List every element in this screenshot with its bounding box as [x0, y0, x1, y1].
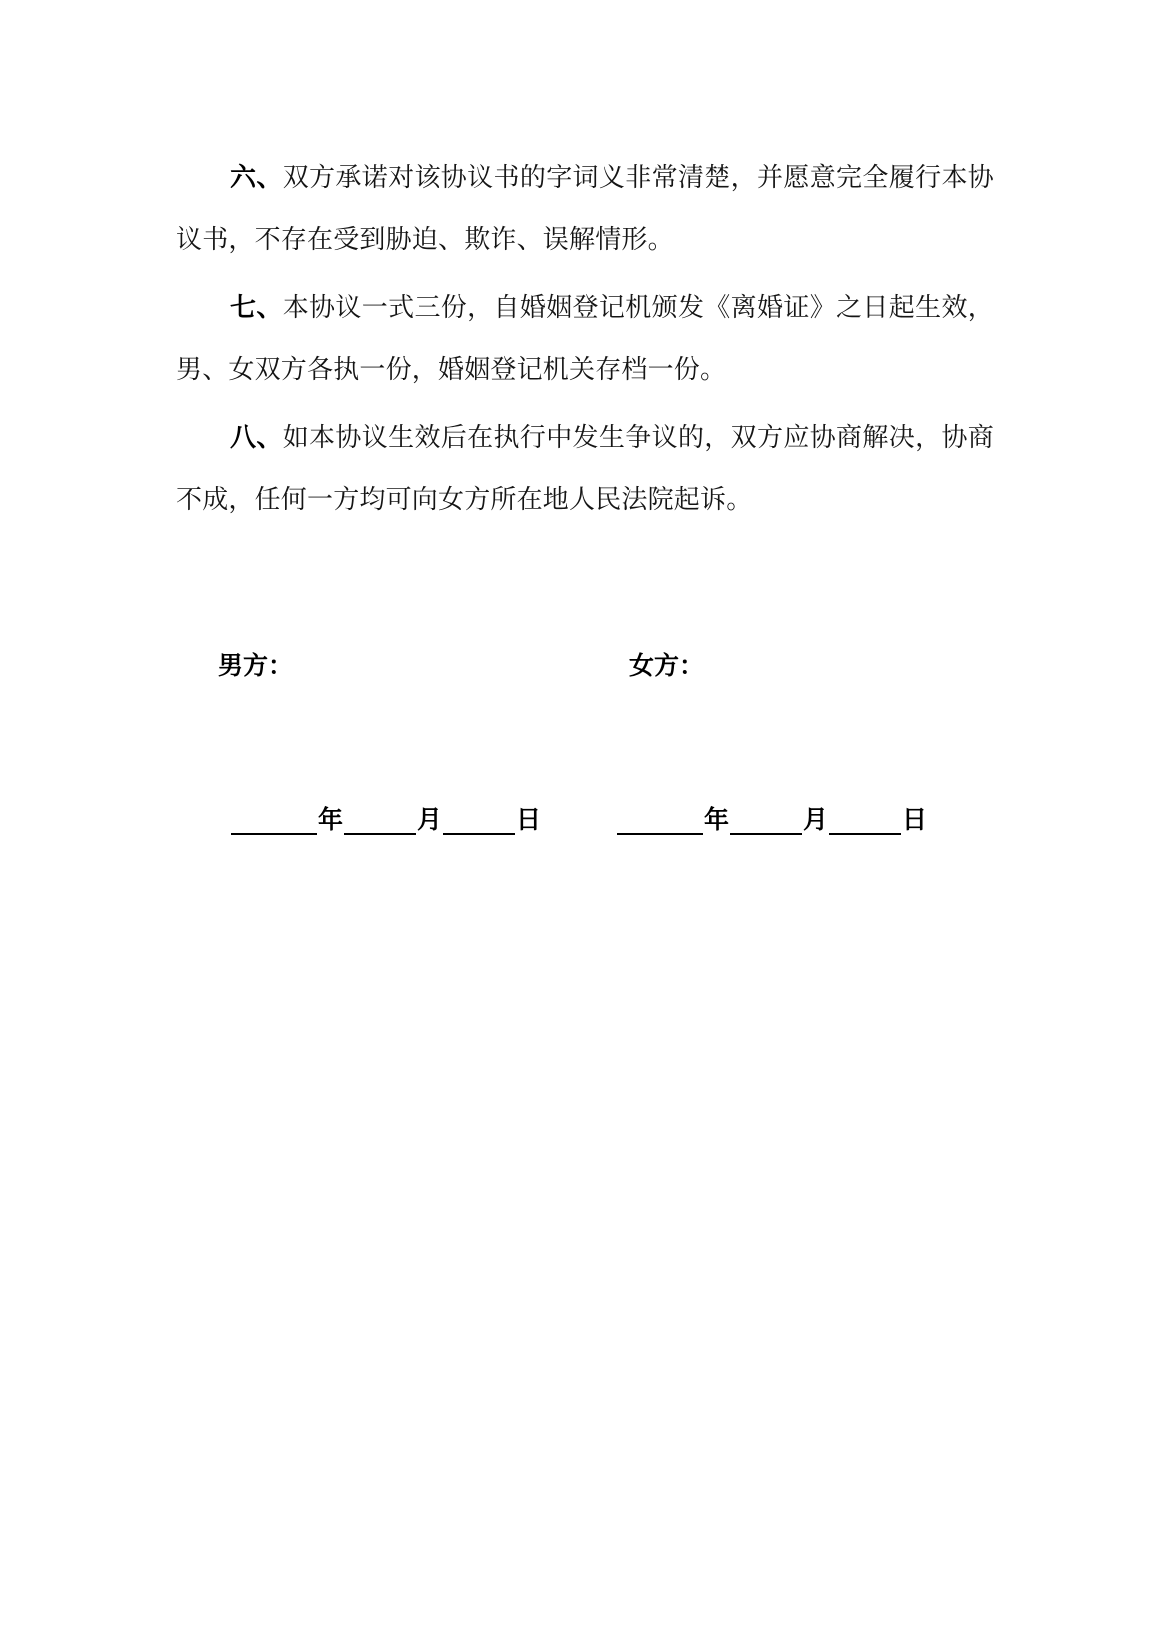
year-blank[interactable]	[231, 805, 317, 835]
year-blank[interactable]	[617, 805, 703, 835]
clause-number: 七、	[230, 293, 283, 323]
clause-text: 如本协议生效后在执行中发生争议的，双方应协商解决，协商不成，任何一方均可向女方所在地人民法院起诉。	[176, 423, 994, 515]
month-unit: 月	[417, 805, 443, 834]
day-blank[interactable]	[443, 805, 515, 835]
male-date-field	[231, 798, 542, 838]
clause-6	[176, 147, 994, 271]
clause-number: 八、	[230, 423, 283, 453]
clause-8	[176, 407, 994, 531]
year-unit: 年	[318, 805, 344, 834]
male-signature-label: 男方：	[218, 651, 294, 680]
month-blank[interactable]	[730, 805, 802, 835]
year-unit: 年	[704, 805, 730, 834]
female-date-field	[617, 798, 928, 838]
month-blank[interactable]	[344, 805, 416, 835]
clause-text: 双方承诺对该协议书的字词义非常清楚，并愿意完全履行本协议书，不存在受到胁迫、欺诈、误解情形。	[176, 163, 994, 255]
month-unit: 月	[803, 805, 829, 834]
clause-number: 六、	[230, 163, 283, 193]
clause-text: 本协议一式三份，自婚姻登记机颁发《离婚证》之日起生效，男、女双方各执一份，婚姻登记机关存档一份。	[176, 293, 994, 385]
day-unit: 日	[516, 805, 542, 834]
signature-row	[0, 646, 1167, 686]
agreement-body	[176, 147, 994, 537]
female-signature-label: 女方：	[629, 651, 705, 680]
date-row	[0, 798, 1167, 838]
clause-7	[176, 277, 994, 401]
day-blank[interactable]	[829, 805, 901, 835]
day-unit: 日	[902, 805, 928, 834]
